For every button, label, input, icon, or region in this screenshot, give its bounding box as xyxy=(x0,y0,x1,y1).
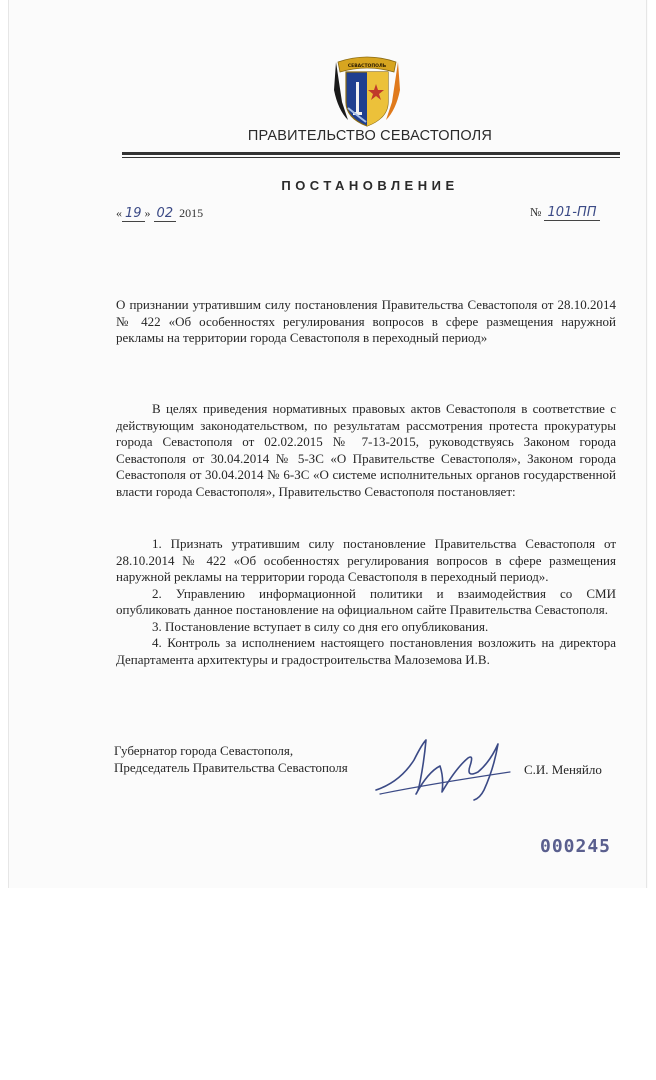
sevastopol-coat-of-arms-icon xyxy=(332,50,402,130)
date-close-quote: » xyxy=(144,206,151,220)
date-month: 02 xyxy=(154,206,177,222)
resolution-item-4: 4. Контроль за исполнением настоящего постановления возложить на директора Департамента архитектуры и градостроительства Малоземова И.В. xyxy=(116,635,616,667)
resolution-item-1: 1. Признать утратившим силу постановление Правительства Севастополя от 28.10.2014 № 422 «Об особенностях регулирования вопросов в сфере размещения наружной рекламы на территории города Севастополя в переходный период». xyxy=(116,536,616,584)
header-rule-thin xyxy=(122,157,620,158)
crest-ribbon-text: СЕВАСТОПОЛЬ xyxy=(347,64,387,69)
preamble-paragraph: В целях приведения нормативных правовых актов Севастополя в соответствие с действующим законодательством, по результатам рассмотрения протеста прокуратуры города Севастополя от 02.02.2015 № 7-13-2015, руководствуясь Законом города Севастополя от 30.04.2014 № 5-ЗС «О Правительстве Севастополя», Законом города Севастополя от 30.04.2014 № 6-ЗС «О системе исполнительных органов государственной власти города Севастополя», Правительство Севастополя постановляет: xyxy=(116,401,616,499)
date-open-quote: « xyxy=(116,206,122,220)
resolution-item-3: 3. Постановление вступает в силу со дня его опубликования. xyxy=(152,618,489,634)
signatory-position xyxy=(114,743,348,776)
header-rule-thick xyxy=(122,152,620,155)
handwritten-signature xyxy=(370,732,520,802)
document-date xyxy=(116,206,203,221)
date-day: 19 xyxy=(122,206,145,222)
document-number xyxy=(530,205,600,220)
resolution-items xyxy=(116,536,616,668)
document-type: ПОСТАНОВЛЕНИЕ xyxy=(281,178,459,193)
serial-number-stamp: 000245 xyxy=(540,836,612,857)
date-year: 2015 xyxy=(179,206,204,220)
government-name: ПРАВИТЕЛЬСТВО СЕВАСТОПОЛЯ xyxy=(247,128,493,144)
signatory-name: С.И. Меняйло xyxy=(524,762,602,777)
resolution-item-2: 2. Управлению информационной политики и взаимодействия со СМИ опубликовать данное постановление на официальном сайте Правительства Севастополя. xyxy=(116,585,616,617)
page-edge-left xyxy=(8,0,9,888)
signatory-position-line1: Губернатор города Севастополя, xyxy=(114,743,294,758)
document-title: О признании утратившим силу постановления Правительства Севастополя от 28.10.2014 № 422 «Об особенностях регулирования вопросов в сфере размещения наружной рекламы на территории города Севастополя в переходный период» xyxy=(116,297,616,345)
signatory-position-line2: Председатель Правительства Севастополя xyxy=(114,759,348,775)
number-value: 101-ПП xyxy=(544,205,599,221)
page-edge-right xyxy=(646,0,647,888)
number-prefix: № xyxy=(530,205,542,219)
